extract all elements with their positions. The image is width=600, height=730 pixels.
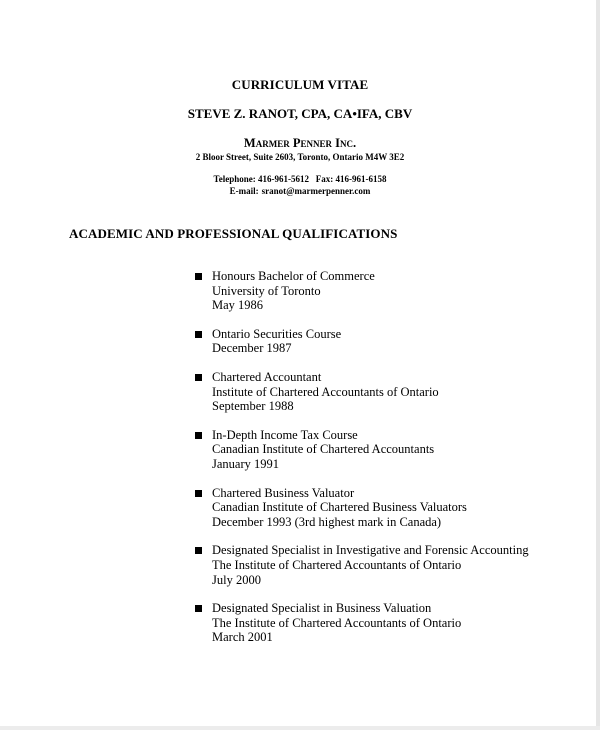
qualification-title: Designated Specialist in Investigative and Forensic Accounting (212, 543, 529, 558)
bullet-square-icon (195, 331, 202, 338)
bullet-square-icon (195, 374, 202, 381)
qualification-title: In-Depth Income Tax Course (212, 427, 358, 442)
page-edge-right (596, 0, 600, 730)
bullet-square-icon (195, 432, 202, 439)
qualification-date: December 1987 (212, 341, 292, 356)
firm-name: Marmer Penner Inc. (243, 136, 357, 150)
list-item (195, 370, 529, 414)
qualification-title: Designated Specialist in Business Valuation (212, 601, 432, 616)
qualification-date: March 2001 (212, 630, 273, 645)
qualification-institution: The Institute of Chartered Accountants of Ontario (212, 557, 462, 572)
bullet-square-icon (195, 273, 202, 280)
phone-label: Telephone: (213, 174, 256, 184)
list-item (195, 269, 529, 313)
email-address: sranot@marmerpenner.com (261, 186, 371, 196)
qualification-date: May 1986 (212, 298, 264, 313)
contact-email (0, 186, 600, 196)
qualification-title: Chartered Accountant (212, 369, 322, 384)
bullet-square-icon (195, 547, 202, 554)
qualification-date: January 1991 (212, 456, 279, 471)
qualifications-list (195, 269, 529, 659)
qualification-date: December 1993 (3rd highest mark in Canada) (212, 514, 442, 529)
list-item (195, 486, 529, 530)
bullet-square-icon (195, 605, 202, 612)
firm-address: 2 Bloor Street, Suite 2603, Toronto, Ontario M4W 3E2 (195, 152, 405, 162)
document-title: CURRICULUM VITAE (231, 77, 369, 92)
list-item (195, 543, 529, 587)
page-edge-bottom (0, 726, 600, 730)
qualification-institution: Canadian Institute of Chartered Accountants (212, 442, 435, 457)
list-item (195, 327, 529, 356)
qualification-date: September 1988 (212, 399, 294, 414)
person-name: STEVE Z. RANOT, CPA, CA•IFA, CBV (187, 106, 413, 121)
qualification-date: July 2000 (212, 572, 261, 587)
list-item (195, 601, 529, 645)
phone-number: 416-961-5612 (257, 174, 309, 184)
fax-label: Fax: (315, 174, 334, 184)
list-item (195, 428, 529, 472)
qualification-institution: University of Toronto (212, 283, 321, 298)
qualification-institution: The Institute of Chartered Accountants of Ontario (212, 615, 462, 630)
email-label: E-mail: (229, 186, 259, 196)
qualifications-heading: ACADEMIC AND PROFESSIONAL QUALIFICATIONS (69, 226, 398, 241)
qualification-institution: Canadian Institute of Chartered Business Valuators (212, 500, 467, 515)
contact-phone-fax (0, 174, 600, 184)
qualification-title: Chartered Business Valuator (212, 485, 355, 500)
qualification-title: Honours Bachelor of Commerce (212, 269, 375, 283)
bullet-square-icon (195, 490, 202, 497)
qualification-institution: Institute of Chartered Accountants of Ontario (212, 384, 439, 399)
fax-number: 416-961-6158 (335, 174, 387, 184)
qualification-title: Ontario Securities Course (212, 326, 342, 341)
